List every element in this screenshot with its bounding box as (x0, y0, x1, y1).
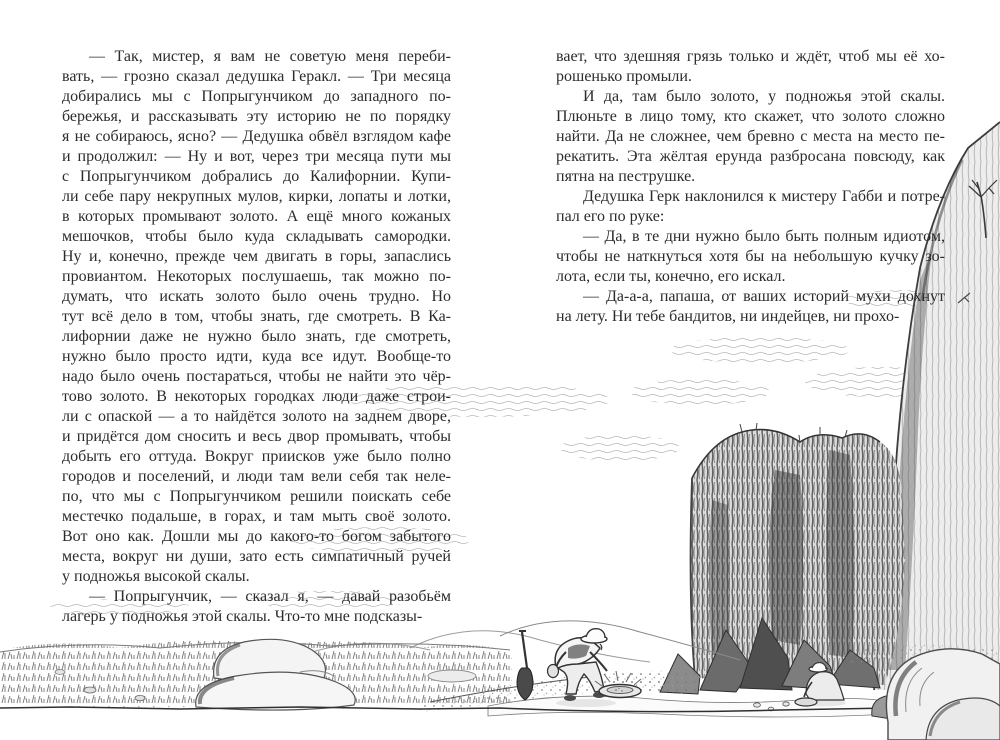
paragraph (62, 47, 451, 587)
text-line: тут всё дело в том, чтобы знать, где смотреть. В Ка- (62, 308, 451, 325)
text-line: Плюньте в лицо тому, кто скажет, что золото сложно (556, 108, 945, 125)
text-line: места, вокруг ни души, зато есть симпатичный ручей (62, 548, 451, 565)
pan (795, 698, 817, 706)
text-line: лагерь у подножья этой скалы. Что-то мне подсказы- (62, 608, 423, 625)
text-line: у подножья высокой скалы. (62, 568, 250, 585)
text-line: городов и поселений, и люди там вели себя так неле- (62, 468, 451, 485)
text-line: Вот оно как. Дошли мы до какого-то богом забытого (62, 528, 451, 545)
text-line: Дедушка Герк наклонился к мистеру Габби и потре- (583, 188, 945, 205)
paragraph (556, 187, 945, 227)
paragraph (556, 87, 945, 187)
paragraph (556, 227, 945, 287)
figure-shadow (556, 699, 616, 707)
text-line: рошенько промыли. (556, 68, 692, 85)
text-line: на лету. Ни тебе бандитов, ни индейцев, ни прохо- (556, 308, 900, 325)
stream-stone (783, 702, 789, 706)
text-line: ли себе пару некрупных мулов, кирки, лопаты и лотки, (62, 188, 451, 205)
left-page-text (62, 47, 451, 627)
text-line: рекатить. Эта жёлтая ерунда разбросана повсюду, как (556, 148, 945, 165)
boot (564, 695, 576, 701)
text-line: добирались мы с Попрыгунчиком до западного по- (62, 88, 451, 105)
text-line: — Да, в те дни нужно было быть полным идиотом, (583, 228, 945, 245)
hat-crown (586, 629, 605, 638)
text-line: мешочков, чтобы было куда складывать самородки. (62, 228, 451, 245)
pouch (548, 665, 559, 678)
text-line: тово золото. В некоторых городках люди даже строи- (62, 388, 451, 405)
text-line: найти. Да не сложнее, чем бревно с места на место пе- (556, 128, 945, 145)
text-line: вать, — грозно сказал дедушка Геракл. — Три месяца (62, 68, 451, 85)
text-line: Ну и, конечно, прежде чем двигать в горы, запаслись (62, 248, 451, 265)
text-line: лота, если ты, конечно, его искал. (556, 268, 786, 285)
text-line: нужно было просто идти, куда все идут. Вообще-то (62, 348, 451, 365)
paragraph (556, 287, 945, 327)
text-line: и продолжил: — Ну и вот, через три месяца пути мы (62, 148, 451, 165)
text-line: лифорнии даже не нужно было знать, где смотреть, (62, 328, 451, 345)
paragraph (556, 47, 945, 87)
text-line: думать, что искать золото было очень трудно. Но (62, 288, 451, 305)
shovel (517, 631, 533, 700)
text-line: провиантом. Некоторых послушаешь, так можно по- (62, 268, 451, 285)
text-line: — Так, мистер, я вам не советую меня переби- (89, 48, 451, 65)
text-line: добыть его оттуда. Вокруг приисков уже было полно (62, 448, 451, 465)
text-line: и придётся дом сносить и весь двор промывать, чтобы (62, 428, 451, 445)
text-line: пал его по руке: (556, 208, 665, 225)
text-line: И да, там было золото, у подножья этой скалы. (583, 88, 945, 105)
text-line: в которых промывают золото. А ещё много кожаных (62, 208, 451, 225)
right-page-text (556, 47, 945, 327)
text-line: вает, что здешняя грязь только и ждёт, чтоб мы её хо- (556, 48, 945, 65)
paragraph (62, 587, 451, 627)
text-line: пятна на пеструшке. (556, 168, 696, 185)
text-line: я не собираюсь, ясно? — Дедушка обвёл взглядом кафе (62, 128, 451, 145)
text-line: чтобы не наткнуться хотя бы на небольшую кучку зо- (556, 248, 945, 265)
text-line: местечко подальше, в горах, и там мыть своё золото. (62, 508, 451, 525)
text-line: по, что мы с Попрыгунчиком решили поискать себе (62, 488, 451, 505)
stream-stone (754, 703, 761, 707)
text-line: бережья, и рассказывать эту историю не по порядку (62, 108, 451, 125)
text-line: надо было очень постараться, чтобы не найти это чёр- (62, 368, 451, 385)
text-line: ли с опаской — а то найдётся золото на заднем дворе, (62, 408, 451, 425)
text-line: — Попрыгунчик, — сказал я, — давай разобьём (89, 588, 451, 605)
text-line: — Да-а-а, папаша, от ваших историй мухи дохнут (583, 288, 945, 305)
face (600, 644, 602, 650)
text-line: с Попрыгунчиком добрались до Калифорнии. Купи- (62, 168, 451, 185)
